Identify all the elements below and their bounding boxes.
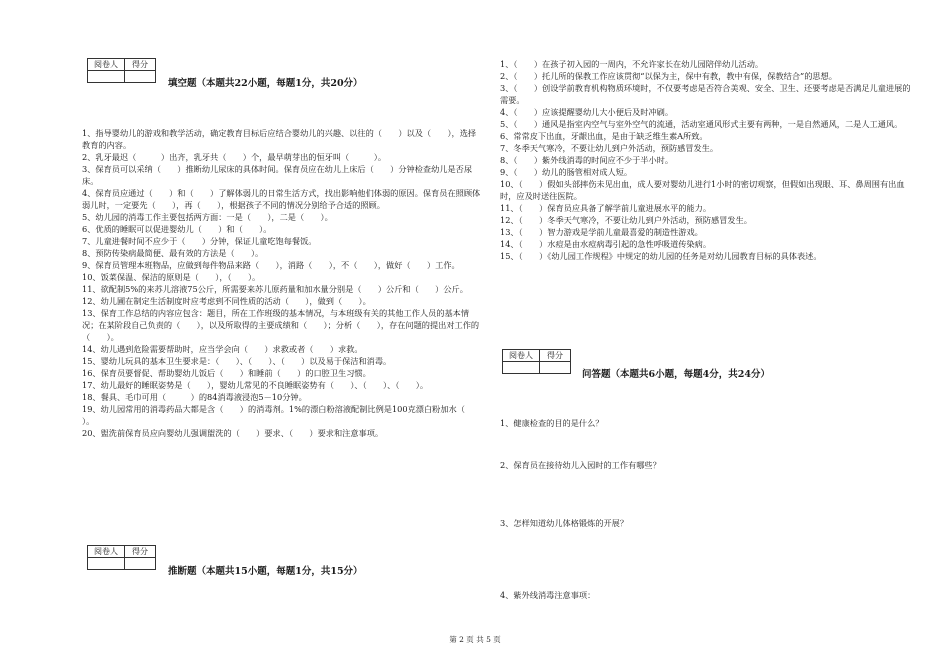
fill-blank-question: 6、优质的睡眠可以促进婴幼儿（ ）和（ ）。 (82, 224, 272, 234)
qa-score-box (502, 349, 571, 374)
judge-question-list (500, 58, 912, 262)
fill-blank-question: 15、婴幼儿玩具的基本卫生要求是：（ ）、（ ）、（ ）以及易于保洁和消毒。 (82, 356, 392, 366)
fill-blank-question: 4、保育员应通过（ ）和（ ）了解体弱儿的日常生活方式，找出影响他们体弱的原因。保育员在照顾体弱儿时，一定要先（ ），再（ ），根据孩子不同的情况分别给予合适的照顾。 (82, 188, 481, 210)
qa-section-title: 问答题（本题共6小题，每题4分，共24分） (582, 369, 770, 380)
judge-question: 10、（ ）假如头部摔伤未见出血，成人要对婴幼儿进行1小时的密切观察，但假如出现眼、耳、鼻周围有出血时，应及时送往医院。 (500, 179, 905, 201)
judge-question: 11、（ ）保育员应具备了解学前儿童进展水平的能力。 (500, 203, 712, 213)
fill-blank-question: 10、饭菜保温、保洁的原则是（ ），（ ）。 (82, 272, 261, 282)
judge-score-box (87, 545, 156, 570)
fill-blank-question: 11、欲配制5%的来苏儿溶液75公斤，所需要来苏儿原药量和加水量分别是（ ）公斤和（ ）公斤。 (82, 284, 468, 294)
fill-blank-question: 17、幼儿最好的睡眠姿势是（ ），婴幼儿常见的不良睡眠姿势有（ ）、（ ）、（ ）。 (82, 380, 429, 390)
fill-blank-question: 20、盥洗前保育员应向婴幼儿强调盥洗的（ ）要求、（ ）要求和注意事项。 (82, 428, 384, 438)
judge-section-title: 推断题（本题共15小题，每题1分，共15分） (168, 566, 363, 577)
score-box-score-label: 得分 (125, 546, 156, 558)
fill-blank-question-list (82, 127, 482, 439)
fill-blank-question: 5、幼儿园的消毒工作主要包括两方面：一是（ ），二是（ ）。 (82, 212, 333, 222)
score-box-score-label: 得分 (125, 59, 156, 71)
fill-blank-question: 3、保育员可以采纳（ ）推断幼儿尿床的具体时间。保育员应在幼儿上床后（ ）分钟检查幼儿是否尿床。 (82, 164, 473, 186)
score-box-score-label: 得分 (540, 350, 571, 362)
judge-question: 9、（ ）幼儿的肠管相对成人短。 (500, 167, 633, 177)
fill-blank-question: 9、保育员管理本班物品，应做到每件物品来路（ ），消路（ ），不（ ），做好（ ）工作。 (82, 260, 460, 270)
judge-question: 13、（ ）智力游戏是学前儿童最喜爱的制造性游戏。 (500, 227, 703, 237)
fill-blank-question: 1、指导婴幼儿的游戏和教学活动，确定教育目标后应结合婴幼儿的兴趣、以往的（ ）以及（ ），选择教育的内容。 (82, 128, 477, 150)
qa-question: 2、保育员在接待幼儿入园时的工作有哪些？ (500, 460, 661, 470)
page-footer: 第 2 页 共 5 页 (449, 635, 501, 644)
judge-question: 3、（ ）创设学前教育机构物质环境时，不仅要考虑是否符合美观、安全、卫生、还要考虑是否满足儿童进展的需要。 (500, 83, 911, 105)
fill-blank-question: 2、乳牙最迟（ ）出齐，乳牙共（ ）个，最早萌芽出的恒牙叫（ ）。 (82, 152, 387, 162)
judge-question: 6、常常皮下出血，牙龈出血，是由于缺乏维生素A所致。 (500, 131, 708, 141)
qa-question: 1、健康检查的目的是什么？ (500, 418, 604, 428)
judge-question: 2、（ ）托儿所的保教工作应该贯彻“以保为主，保中有教，教中有保，保教结合”的思想。 (500, 71, 837, 81)
judge-question: 4、（ ）应该提醒婴幼儿大小便后及时冲刷。 (500, 107, 674, 117)
score-box-reviewer-label: 阅卷人 (88, 59, 125, 71)
score-box-reviewer-label: 阅卷人 (503, 350, 540, 362)
judge-question: 7、冬季天气寒冷，不要让幼儿到户外活动，预防感冒发生。 (500, 143, 719, 153)
fill-blank-question: 7、儿童进餐时间不应少于（ ）分钟，保证儿童吃饱每餐饭。 (82, 236, 317, 246)
fill-blank-question: 19、幼儿园常用的消毒药品大都是含（ ）的消毒剂。1%的漂白粉溶液配制比例是100克漂白粉加水（ ）。 (82, 404, 482, 426)
fill-blank-score-box (87, 58, 156, 83)
fill-blank-question: 14、幼儿遇到危险需要帮助时，应当学会向（ ）求救或者（ ）求救。 (82, 344, 363, 354)
judge-question: 1、（ ）在孩子初入园的一周内，不允许家长在幼儿园陪伴幼儿活动。 (500, 59, 764, 69)
judge-question: 15、（ ）《幼儿园工作规程》中规定的幼儿园的任务是对幼儿园教育目标的具体表述。 (500, 251, 822, 261)
fill-blank-question: 8、预防传染病最简便、最有效的方法是（ ）。 (82, 248, 264, 258)
judge-question: 8、（ ）紫外线消毒的时间应不少于半小时。 (500, 155, 674, 165)
fill-blank-section-title: 填空题（本题共22小题，每题1分，共20分） (168, 78, 363, 89)
fill-blank-question: 16、保育员要督促、帮助婴幼儿饭后（ ）和睡前（ ）的口腔卫生习惯。 (82, 368, 371, 378)
qa-question: 4、紫外线消毒注意事项： (500, 590, 596, 600)
score-box-reviewer-label: 阅卷人 (88, 546, 125, 558)
fill-blank-question: 12、幼儿圃在制定生活制度时应考虑到不同性质的活动（ ），做到（ ）。 (82, 296, 371, 306)
judge-question: 14、（ ）水痘是由水痘病毒引起的急性呼吸道传染病。 (500, 239, 712, 249)
judge-question: 5、（ ）通风是指室内空气与室外空气的流通，活动室通风形式主要有两种，一是自然通风，二是人工通风。 (500, 119, 903, 129)
qa-question: 3、怎样知道幼儿体格锻炼的开展？ (500, 518, 629, 528)
fill-blank-question: 18、餐具、毛巾可用（ ）的84消毒液浸泡5－10分钟。 (82, 392, 307, 402)
fill-blank-question: 13、保育工作总结的内容应包含：题目，所在工作班级的基本情况，与本班级有关的其他工作人员的基本情况；在某阶段自己负责的（ ），以及所取得的主要成绩和（ ）；分析（ ），存在问题的提出对工作的（ ）。 (82, 308, 480, 342)
judge-question: 12、（ ）冬季天气寒冷，不要让幼儿到户外活动，预防感冒发生。 (500, 215, 752, 225)
